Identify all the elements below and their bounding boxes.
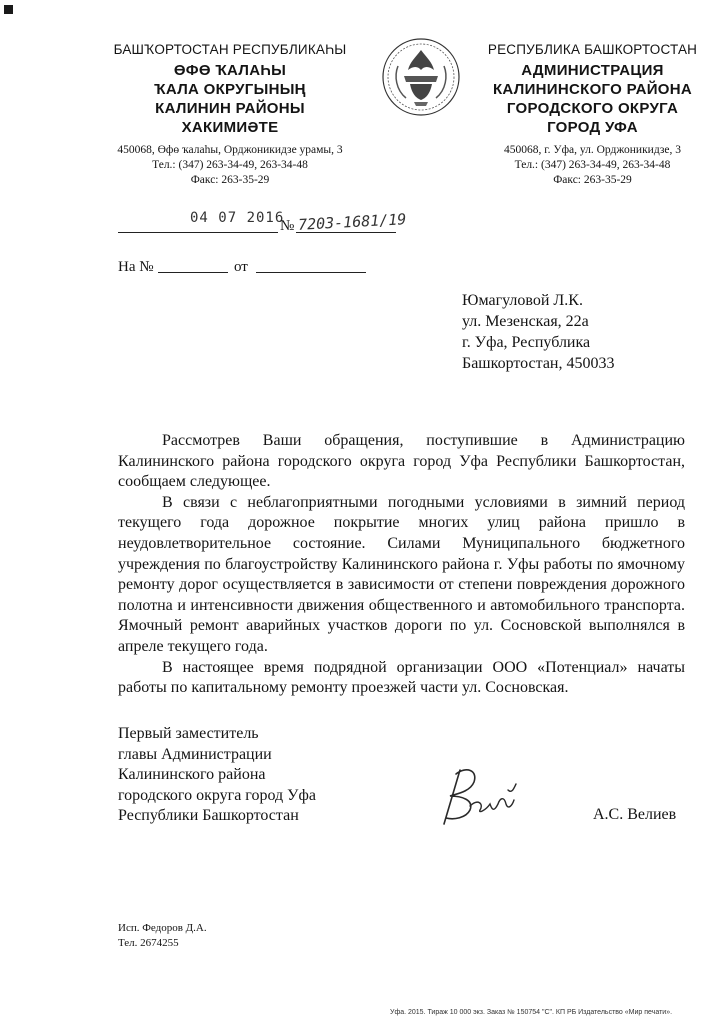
phone: Тел.: (347) 263-34-49, 263-34-48: [152, 159, 308, 171]
date-line: [118, 232, 278, 233]
signer-title-line: главы Администрации: [118, 745, 272, 763]
fax: Факс: 263-35-29: [553, 174, 632, 186]
reference-date-line: [256, 272, 366, 273]
org-line: ҠАЛА ОКРУГЫНЫҢ: [154, 81, 306, 98]
phone: Тел.: (347) 263-34-49, 263-34-48: [514, 159, 671, 171]
reference-prefix: На №: [118, 259, 154, 275]
executor-block: [118, 921, 207, 951]
body-paragraph: Рассмотрев Ваши обращения, поступившие в Администрацию Калининского района городского округа город Уфа Республики Башкортостан, сообщаем следующее.: [118, 432, 685, 491]
registration-number: 7203-1681/19: [297, 210, 407, 234]
signer-title-line: Республики Башкортостан: [118, 807, 299, 825]
republic-name-russian: РЕСПУБЛИКА БАШКОРТОСТАН: [487, 42, 698, 57]
org-line: ХАКИМИӘТЕ: [181, 119, 279, 136]
print-info: Уфа. 2015. Тираж 10 000 экз. Заказ № 150754 "С". КП РБ Издательство «Мир печати».: [390, 1009, 673, 1016]
reference-number-line: [158, 272, 228, 273]
body-paragraph: В связи с неблагоприятными погодными условиями в зимний период текущего года дорожное покрытие многих улиц района пришло в неудовлетворительное состояние. Силами Муниципального бюджетного учреждения по благоустройству Калининского района г. Уфы работы по ямочному ремонту дорог осуществляется в зависимости от степени повреждения дорожного полотна и интенсивности движения общественного и автомобильного транспорта. Ямочный ремонт аварийных участков дороги по ул. Сосновской выполнялся в апреле текущего года.: [118, 493, 685, 655]
body-paragraph: В настоящее время подрядной организации ООО «Потенциал» начаты работы по капитальному ремонту проезжей части ул. Сосновская.: [118, 658, 685, 697]
address: 450068, г. Уфа, ул. Орджоникидзе, 3: [504, 144, 681, 156]
executor-phone: Тел. 2674255: [118, 937, 179, 949]
reference-from: от: [234, 259, 248, 275]
recipient-line: Юмагуловой Л.К.: [462, 292, 583, 309]
coat-of-arms-emblem-icon: [380, 36, 462, 118]
fax: Факс: 263-35-29: [190, 174, 270, 186]
recipient-line: г. Уфа, Республика: [462, 334, 591, 351]
signer-title-line: городского округа город Уфа: [118, 786, 316, 804]
address: 450068, Өфө ҡалаһы, Орджоникидзе урамы, 3: [117, 144, 343, 156]
letter-body: [118, 431, 685, 699]
org-line: ӨФӨ ҠАЛАҺЫ: [173, 62, 287, 79]
recipient-line: Башкортостан, 450033: [462, 355, 615, 372]
number-sign: №: [280, 218, 295, 234]
org-line: ГОРОДСКОГО ОКРУГА: [506, 100, 679, 117]
signer-name: А.С. Велиев: [593, 806, 677, 823]
letterhead-russian: [475, 42, 710, 188]
recipient-line: ул. Мезенская, 22а: [462, 313, 589, 330]
registration-date: 04 07 2016: [190, 210, 285, 226]
executor-name: Исп. Федоров Д.А.: [118, 922, 207, 934]
org-line: АДМИНИСТРАЦИЯ: [521, 62, 664, 79]
org-line: ГОРОД УФА: [547, 119, 638, 136]
signer-title: [118, 724, 316, 827]
letterhead-bashkir: [110, 42, 350, 188]
republic-name-bashkir: БАШҠОРТОСТАН РЕСПУБЛИКАҺЫ: [113, 42, 347, 57]
signer-title-line: Калининского района: [118, 766, 266, 784]
recipient-block: [462, 290, 615, 374]
handwritten-signature-icon: [420, 760, 530, 830]
corner-registration-mark: [4, 5, 13, 14]
org-line: КАЛИНИН РАЙОНЫ: [155, 100, 305, 117]
org-line: КАЛИНИНСКОГО РАЙОНА: [492, 81, 693, 98]
signer-title-line: Первый заместитель: [118, 725, 259, 742]
